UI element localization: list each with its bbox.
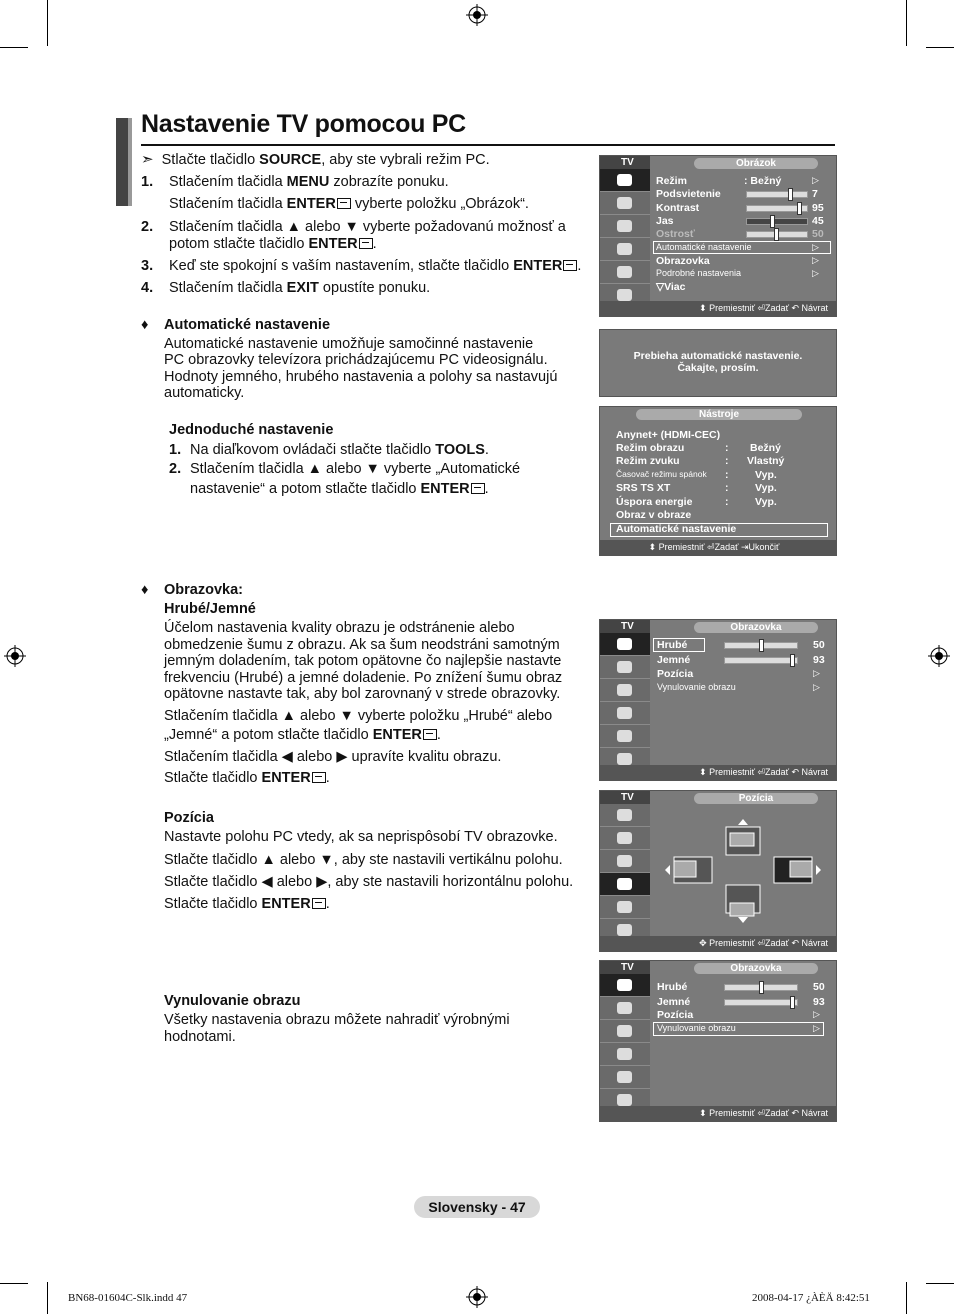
enter-icon (471, 483, 485, 494)
tools-item[interactable]: Časovač režimu spánok (616, 469, 707, 479)
osd-footer-hints: ⬍ Premiestniť ⏎Zadať ↶ Návrat (600, 301, 836, 316)
paragraph-line: Hodnoty jemného, hrubého nastavenia a polohy sa nastavujú (164, 369, 558, 385)
osd-screen-reset-menu (599, 960, 837, 1122)
slider-track[interactable] (746, 218, 808, 225)
input-icon[interactable] (600, 1066, 650, 1089)
setup-icon[interactable] (600, 873, 650, 896)
key-name: TOOLS (435, 442, 485, 458)
print-footer-right: 2008-04-17 ¿ÀÈÄ 8:42:51 (752, 1292, 870, 1304)
text: potom stlačte tlačidlo (169, 236, 309, 252)
text: vyberte položku „Obrázok“. (350, 196, 529, 212)
osd-tools-menu (599, 406, 837, 556)
slider-track[interactable] (724, 657, 798, 664)
text: . (577, 258, 582, 274)
tools-value: Bežný (750, 442, 781, 454)
tv-tab: TV (600, 620, 650, 633)
menu-item-label[interactable]: Ostrosť (656, 228, 695, 240)
text: Na diaľkovom ovládači stlačte tlačidlo (190, 442, 436, 458)
input-icon[interactable] (600, 896, 650, 919)
enter-icon (312, 772, 326, 783)
bullet: ♦ (141, 317, 149, 333)
menu-icon-column (600, 974, 650, 1112)
tools-item[interactable]: Režim zvuku (616, 455, 680, 467)
arrow-right-icon: ▷ (812, 268, 819, 278)
registration-mark-icon (466, 1286, 488, 1308)
message-line: Prebieha automatické nastavenie. (633, 350, 803, 362)
key-name: ENTER (420, 481, 470, 497)
section-heading: Obrazovka: (164, 582, 243, 598)
menu-item-value: 95 (812, 202, 824, 214)
sound-icon[interactable] (600, 827, 650, 850)
step-number: 2. (141, 219, 154, 235)
bullet: ♦ (141, 582, 149, 598)
arrow-right-icon: ▷ (813, 1023, 820, 1033)
text: . (325, 770, 330, 786)
crop-mark (47, 1282, 48, 1314)
tools-item-selected[interactable]: Automatické nastavenie (616, 523, 737, 535)
paragraph-line: Automatické nastavenie umožňuje samočinné nastavenie (164, 336, 534, 352)
step-text (169, 280, 430, 297)
menu-icon-column (600, 633, 650, 771)
enter-icon (563, 260, 577, 271)
text: Stlačením tlačidla (169, 280, 287, 296)
paragraph-line: Účelom nastavenia kvality obrazu je odstránenie alebo (164, 620, 515, 636)
print-footer-left: BN68-01604C-Slk.indd 47 (68, 1292, 188, 1304)
menu-header: Obrazovka (694, 963, 818, 974)
menu-item-label[interactable]: Vynulovanie obrazu (657, 682, 736, 692)
instruction-line: Stlačením tlačidla ▲ alebo ▼ vyberte položku „Hrubé“ alebo (164, 708, 553, 724)
menu-item-label[interactable]: Jemné (657, 996, 691, 1008)
menu-item-label[interactable]: Hrubé (657, 981, 688, 993)
tools-sep: : (725, 469, 729, 481)
text: Stlačením tlačidla (169, 196, 287, 212)
input-icon[interactable] (600, 261, 650, 284)
menu-item-label[interactable]: Obrazovka (656, 255, 710, 267)
step-text: Stlačením tlačidla ▲ alebo ▼ vyberte požadovanú možnosť a (169, 219, 566, 235)
menu-item-label[interactable]: Jas (656, 215, 674, 227)
instruction-line: Stlačte tlačidlo ▲ alebo ▼, aby ste nastavili vertikálnu polohu. (164, 852, 563, 868)
text: . (436, 727, 441, 743)
menu-icon-column (600, 804, 650, 942)
intro-arrow-line (141, 151, 490, 169)
menu-item-value: 7 (812, 188, 818, 200)
page-title: Nastavenie TV pomocou PC (141, 110, 466, 138)
arrow-right-icon: ▷ (813, 1009, 820, 1019)
step-number: 2. (169, 461, 182, 477)
sub-heading: Vynulovanie obrazu (164, 993, 301, 1009)
enter-icon (423, 729, 437, 740)
menu-item-label[interactable]: Režim (656, 175, 687, 187)
crop-mark (926, 47, 954, 48)
menu-item-value: 45 (812, 215, 824, 227)
arrow-right-icon: ▷ (813, 682, 820, 692)
instruction-line (164, 896, 330, 913)
tools-value: Vyp. (755, 469, 777, 481)
picture-icon[interactable] (600, 804, 650, 827)
sound-icon[interactable] (600, 656, 650, 679)
menu-item-value: 50 (813, 981, 825, 993)
text: „Jemné“ a potom stlačte tlačidlo (164, 727, 373, 743)
menu-header: Obrazovka (694, 622, 818, 633)
text: opustíte ponuku. (318, 280, 431, 296)
osd-footer-hints: ⬍ Premiestniť ⏎Zadať ↶ Návrat (600, 1106, 836, 1121)
key-name: ENTER (286, 196, 336, 212)
picture-icon[interactable] (600, 974, 650, 997)
setup-icon[interactable] (600, 238, 650, 261)
menu-item-label[interactable]: ▽Viac (656, 281, 686, 293)
menu-icon-column (600, 169, 650, 307)
tools-sep: : (725, 482, 729, 494)
menu-item-value: 50 (812, 228, 824, 240)
channel-icon[interactable] (600, 850, 650, 873)
tools-item[interactable]: Obraz v obraze (616, 509, 692, 521)
instruction-line: Stlačením tlačidla ◀ alebo ▶ upravíte kvalitu obrazu. (164, 749, 502, 765)
step-number: 1. (141, 174, 154, 190)
crop-mark (47, 0, 48, 46)
picture-icon[interactable] (600, 633, 650, 656)
picture-icon[interactable] (600, 169, 650, 192)
menu-item-label[interactable]: Podsvietenie (656, 188, 721, 200)
slider-knob[interactable] (759, 639, 764, 652)
tv-tab: TV (600, 156, 650, 169)
key-name: ENTER (372, 727, 422, 743)
slider-knob[interactable] (797, 202, 802, 215)
osd-footer-hints: ⬍ Premiestniť ⏎Zadať ⇥Ukončiť (600, 540, 836, 555)
osd-picture-menu (599, 155, 837, 317)
step-text (190, 481, 489, 498)
sub-heading: Pozícia (164, 810, 214, 826)
registration-mark-icon (928, 645, 950, 667)
pointer-arrow-icon: ➣ (141, 151, 154, 168)
menu-item-label[interactable]: Hrubé (657, 639, 688, 651)
arrow-right-icon: ▷ (812, 255, 819, 265)
setup-icon[interactable] (600, 702, 650, 725)
step-text (169, 236, 377, 253)
arrow-right-icon: ▷ (812, 175, 819, 185)
menu-item-value: 93 (813, 654, 825, 666)
title-rule (141, 144, 835, 146)
step-number: 1. (169, 442, 182, 458)
menu-item-label[interactable]: Automatické nastavenie (656, 242, 752, 252)
menu-header: Nástroje (636, 409, 802, 420)
osd-position-menu (599, 790, 837, 952)
message-line: Čakajte, prosím. (677, 362, 759, 374)
position-arrows-graphic[interactable] (660, 813, 830, 923)
paragraph-line: frekvenciu (Hrubé) a jemné doladenie. Po znížení šumu obraz (164, 670, 563, 686)
tools-value: Vyp. (755, 496, 777, 508)
tools-value: Vlastný (747, 455, 785, 467)
instruction-line: Stlačte tlačidlo ◀ alebo ▶, aby ste nastavili horizontálnu polohu. (164, 874, 574, 890)
sub-heading: Hrubé/Jemné (164, 601, 256, 617)
tv-tab: TV (600, 961, 650, 974)
auto-adjust-message (599, 329, 837, 397)
key-name: ENTER (261, 770, 311, 786)
paragraph-line: jemným doladením, tak potom opätovne čo najlepšie nastavte (164, 653, 562, 669)
tv-tab: TV (600, 791, 650, 804)
slider-knob[interactable] (770, 215, 775, 228)
paragraph-line: Všetky nastavenia obrazu môžete nahradiť výrobnými (164, 1012, 510, 1028)
tools-item[interactable]: Anynet+ (HDMI-CEC) (616, 429, 721, 441)
registration-mark-icon (4, 645, 26, 667)
menu-item-label[interactable]: Kontrast (656, 202, 700, 214)
step-text (169, 258, 581, 275)
crop-mark (0, 1283, 28, 1284)
key-name: MENU (286, 174, 330, 190)
key-name: ENTER (513, 258, 563, 274)
instruction-line: Nastavte polohu PC vtedy, ak sa neprispôsobí TV obrazovke. (164, 829, 558, 845)
tools-sep: : (725, 496, 729, 508)
menu-item-label[interactable]: Jemné (657, 654, 691, 666)
text: . (484, 442, 489, 458)
key-name: EXIT (286, 280, 319, 296)
arrow-right-icon: ▷ (813, 668, 820, 678)
step-text (190, 442, 489, 459)
text: zobrazíte ponuku. (329, 174, 449, 190)
menu-item-value: 93 (813, 996, 825, 1008)
paragraph-line: obmedzenie šumu z obrazu. Ak sa šum neodstráni samotným (164, 637, 560, 653)
instruction-line (164, 770, 330, 787)
crop-mark (906, 1282, 907, 1314)
step-number: 3. (141, 258, 154, 274)
slider-knob[interactable] (788, 188, 793, 201)
text: . (484, 481, 489, 497)
tools-sep: : (725, 442, 729, 454)
text: . (372, 236, 377, 252)
setup-icon[interactable] (600, 1043, 650, 1066)
slider-track[interactable] (724, 999, 798, 1006)
menu-item-value: 50 (813, 639, 825, 651)
step-text: Stlačením tlačidla ▲ alebo ▼ vyberte „Automatické (190, 461, 521, 477)
input-icon[interactable] (600, 725, 650, 748)
enter-icon (337, 198, 351, 209)
title-side-bar (128, 118, 132, 206)
sub-heading: Jednoduché nastavenie (169, 422, 334, 438)
text: Stlačte tlačidlo (161, 152, 260, 168)
tools-item[interactable]: Úspora energie (616, 496, 693, 508)
menu-item-label[interactable]: Podrobné nastavenia (656, 268, 742, 278)
text: Stlačte tlačidlo (164, 770, 262, 786)
osd-footer-hints: ✥ Premiestniť ⏎Zadať ↶ Návrat (600, 936, 836, 951)
step-number: 4. (141, 280, 154, 296)
registration-mark-icon (466, 4, 488, 26)
arrow-right-icon: ▷ (812, 242, 819, 252)
tools-item[interactable]: SRS TS XT (616, 482, 671, 494)
text: Keď ste spokojní s vaším nastavením, stlačte tlačidlo (169, 258, 514, 274)
channel-icon[interactable] (600, 679, 650, 702)
step-text (169, 174, 449, 191)
text: Stlačte tlačidlo (164, 896, 262, 912)
text: . (325, 896, 330, 912)
step-text (169, 196, 529, 213)
crop-mark (0, 47, 28, 48)
menu-item-label[interactable]: Pozícia (657, 1009, 694, 1021)
sound-icon[interactable] (600, 997, 650, 1020)
text: Stlačením tlačidla (169, 174, 287, 190)
sound-icon[interactable] (600, 192, 650, 215)
menu-item-label[interactable]: Pozícia (657, 668, 694, 680)
slider-track[interactable] (746, 191, 808, 198)
paragraph-line: opätovne nastavte tak, aby bol zarovnaný v strede obrazovky. (164, 686, 561, 702)
slider-knob[interactable] (790, 996, 795, 1009)
paragraph-line: PC obrazovky televízora prichádzajúcemu PC videosignálu. (164, 352, 548, 368)
slider-knob[interactable] (759, 981, 764, 994)
slider-knob[interactable] (774, 228, 779, 241)
tools-item[interactable]: Režim obrazu (616, 442, 685, 454)
menu-item-value: : Bežný (744, 175, 782, 187)
tools-value: Vyp. (755, 482, 777, 494)
section-heading: Automatické nastavenie (164, 317, 331, 333)
text: nastavenie“ a potom stlačte tlačidlo (190, 481, 421, 497)
crop-mark (926, 1283, 954, 1284)
tools-sep: : (725, 455, 729, 467)
paragraph-line: automaticky. (164, 385, 245, 401)
menu-header: Pozícia (694, 793, 818, 804)
slider-knob[interactable] (790, 654, 795, 667)
channel-icon[interactable] (600, 1020, 650, 1043)
enter-icon (312, 898, 326, 909)
page-number-label: Slovensky - 47 (414, 1196, 540, 1218)
osd-footer-hints: ⬍ Premiestniť ⏎Zadať ↶ Návrat (600, 765, 836, 780)
crop-mark (906, 0, 907, 46)
key-name: SOURCE (259, 152, 322, 168)
key-name: ENTER (261, 896, 311, 912)
instruction-line (164, 727, 441, 744)
key-name: ENTER (308, 236, 358, 252)
menu-item-label[interactable]: Vynulovanie obrazu (657, 1023, 736, 1033)
paragraph-line: hodnotami. (164, 1029, 236, 1045)
menu-header: Obrázok (694, 158, 818, 169)
text: , aby ste vybrali režim PC. (321, 152, 490, 168)
osd-screen-menu (599, 619, 837, 781)
channel-icon[interactable] (600, 215, 650, 238)
enter-icon (359, 238, 373, 249)
